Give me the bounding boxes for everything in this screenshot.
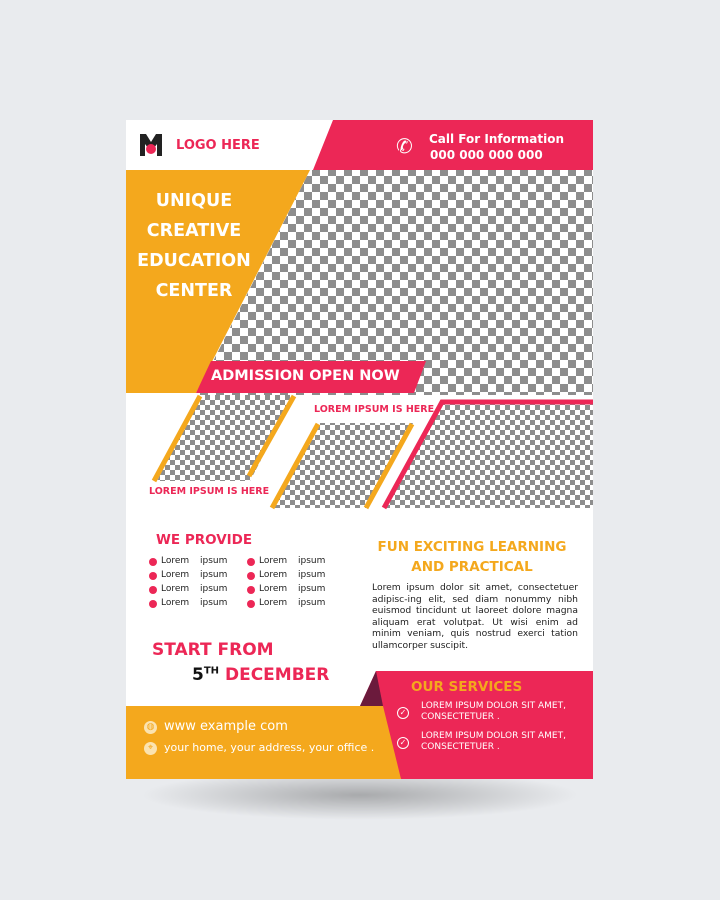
list-item: ipsum bbox=[298, 584, 326, 594]
list-item: ipsum bbox=[200, 584, 228, 594]
list-item: Lorem bbox=[161, 570, 190, 580]
service-line: CONSECTETUER . bbox=[421, 712, 500, 722]
fun-title-line: FUN EXCITING LEARNING bbox=[377, 539, 567, 555]
headline-line: EDUCATION bbox=[137, 251, 251, 271]
caption-2: LOREM IPSUM IS HERE bbox=[314, 404, 435, 415]
fun-body: Lorem ipsum dolor sit amet, consectetuer adipisc-ing elit, sed diam nonummy nibh euismod tincidunt ut laoreet dolore magna aliquam erat volutpat. Ut wisi enim ad minim veniam, quis nostrud exerci tation ullamcorper suscipit. bbox=[372, 582, 578, 651]
location-icon: ⌖ bbox=[144, 742, 157, 755]
list-item: ipsum bbox=[298, 570, 326, 580]
list-item: ipsum bbox=[298, 598, 326, 608]
list-item: Lorem bbox=[259, 598, 288, 608]
date-month: DECEMBER bbox=[224, 665, 330, 685]
list-item: Lorem bbox=[259, 556, 288, 566]
check-icon: ✓ bbox=[397, 737, 409, 749]
list-item: Lorem bbox=[161, 598, 190, 608]
service-item bbox=[421, 701, 566, 723]
headline bbox=[126, 186, 262, 306]
headline-line: CENTER bbox=[155, 281, 233, 301]
logo-text: LOGO HERE bbox=[176, 138, 260, 153]
website: www example com bbox=[164, 719, 288, 734]
globe-icon: ◍ bbox=[144, 721, 157, 734]
logo-icon bbox=[140, 134, 162, 156]
admission-banner-text: ADMISSION OPEN NOW bbox=[211, 368, 400, 384]
address: your home, your address, your office . bbox=[164, 741, 375, 754]
service-line: CONSECTETUER . bbox=[421, 742, 500, 752]
list-item: ipsum bbox=[200, 598, 228, 608]
service-line: LOREM IPSUM DOLOR SIT AMET, bbox=[421, 701, 566, 711]
list-item: ipsum bbox=[200, 570, 228, 580]
headline-line: CREATIVE bbox=[146, 221, 242, 241]
date-suffix: TH bbox=[203, 665, 220, 677]
phone-number: 000 000 000 000 bbox=[430, 148, 543, 162]
list-item: Lorem bbox=[259, 584, 288, 594]
call-label: Call For Information bbox=[429, 132, 564, 146]
services-title: OUR SERVICES bbox=[411, 679, 523, 695]
list-item: ipsum bbox=[298, 556, 326, 566]
start-date bbox=[192, 665, 329, 685]
check-icon: ✓ bbox=[397, 707, 409, 719]
list-item: Lorem bbox=[161, 556, 190, 566]
phone-icon: ✆ bbox=[396, 134, 413, 158]
fun-title bbox=[362, 537, 582, 577]
caption-1: LOREM IPSUM IS HERE bbox=[149, 486, 270, 497]
list-item: ipsum bbox=[200, 556, 228, 566]
service-item bbox=[421, 731, 566, 753]
list-item: Lorem bbox=[259, 570, 288, 580]
start-from: START FROM bbox=[152, 640, 274, 660]
list-item: Lorem bbox=[161, 584, 190, 594]
fun-title-line: AND PRACTICAL bbox=[411, 559, 533, 575]
headline-line: UNIQUE bbox=[155, 191, 233, 211]
service-line: LOREM IPSUM DOLOR SIT AMET, bbox=[421, 731, 566, 741]
we-provide-title: WE PROVIDE bbox=[156, 532, 253, 548]
date-day: 5 bbox=[192, 665, 204, 685]
